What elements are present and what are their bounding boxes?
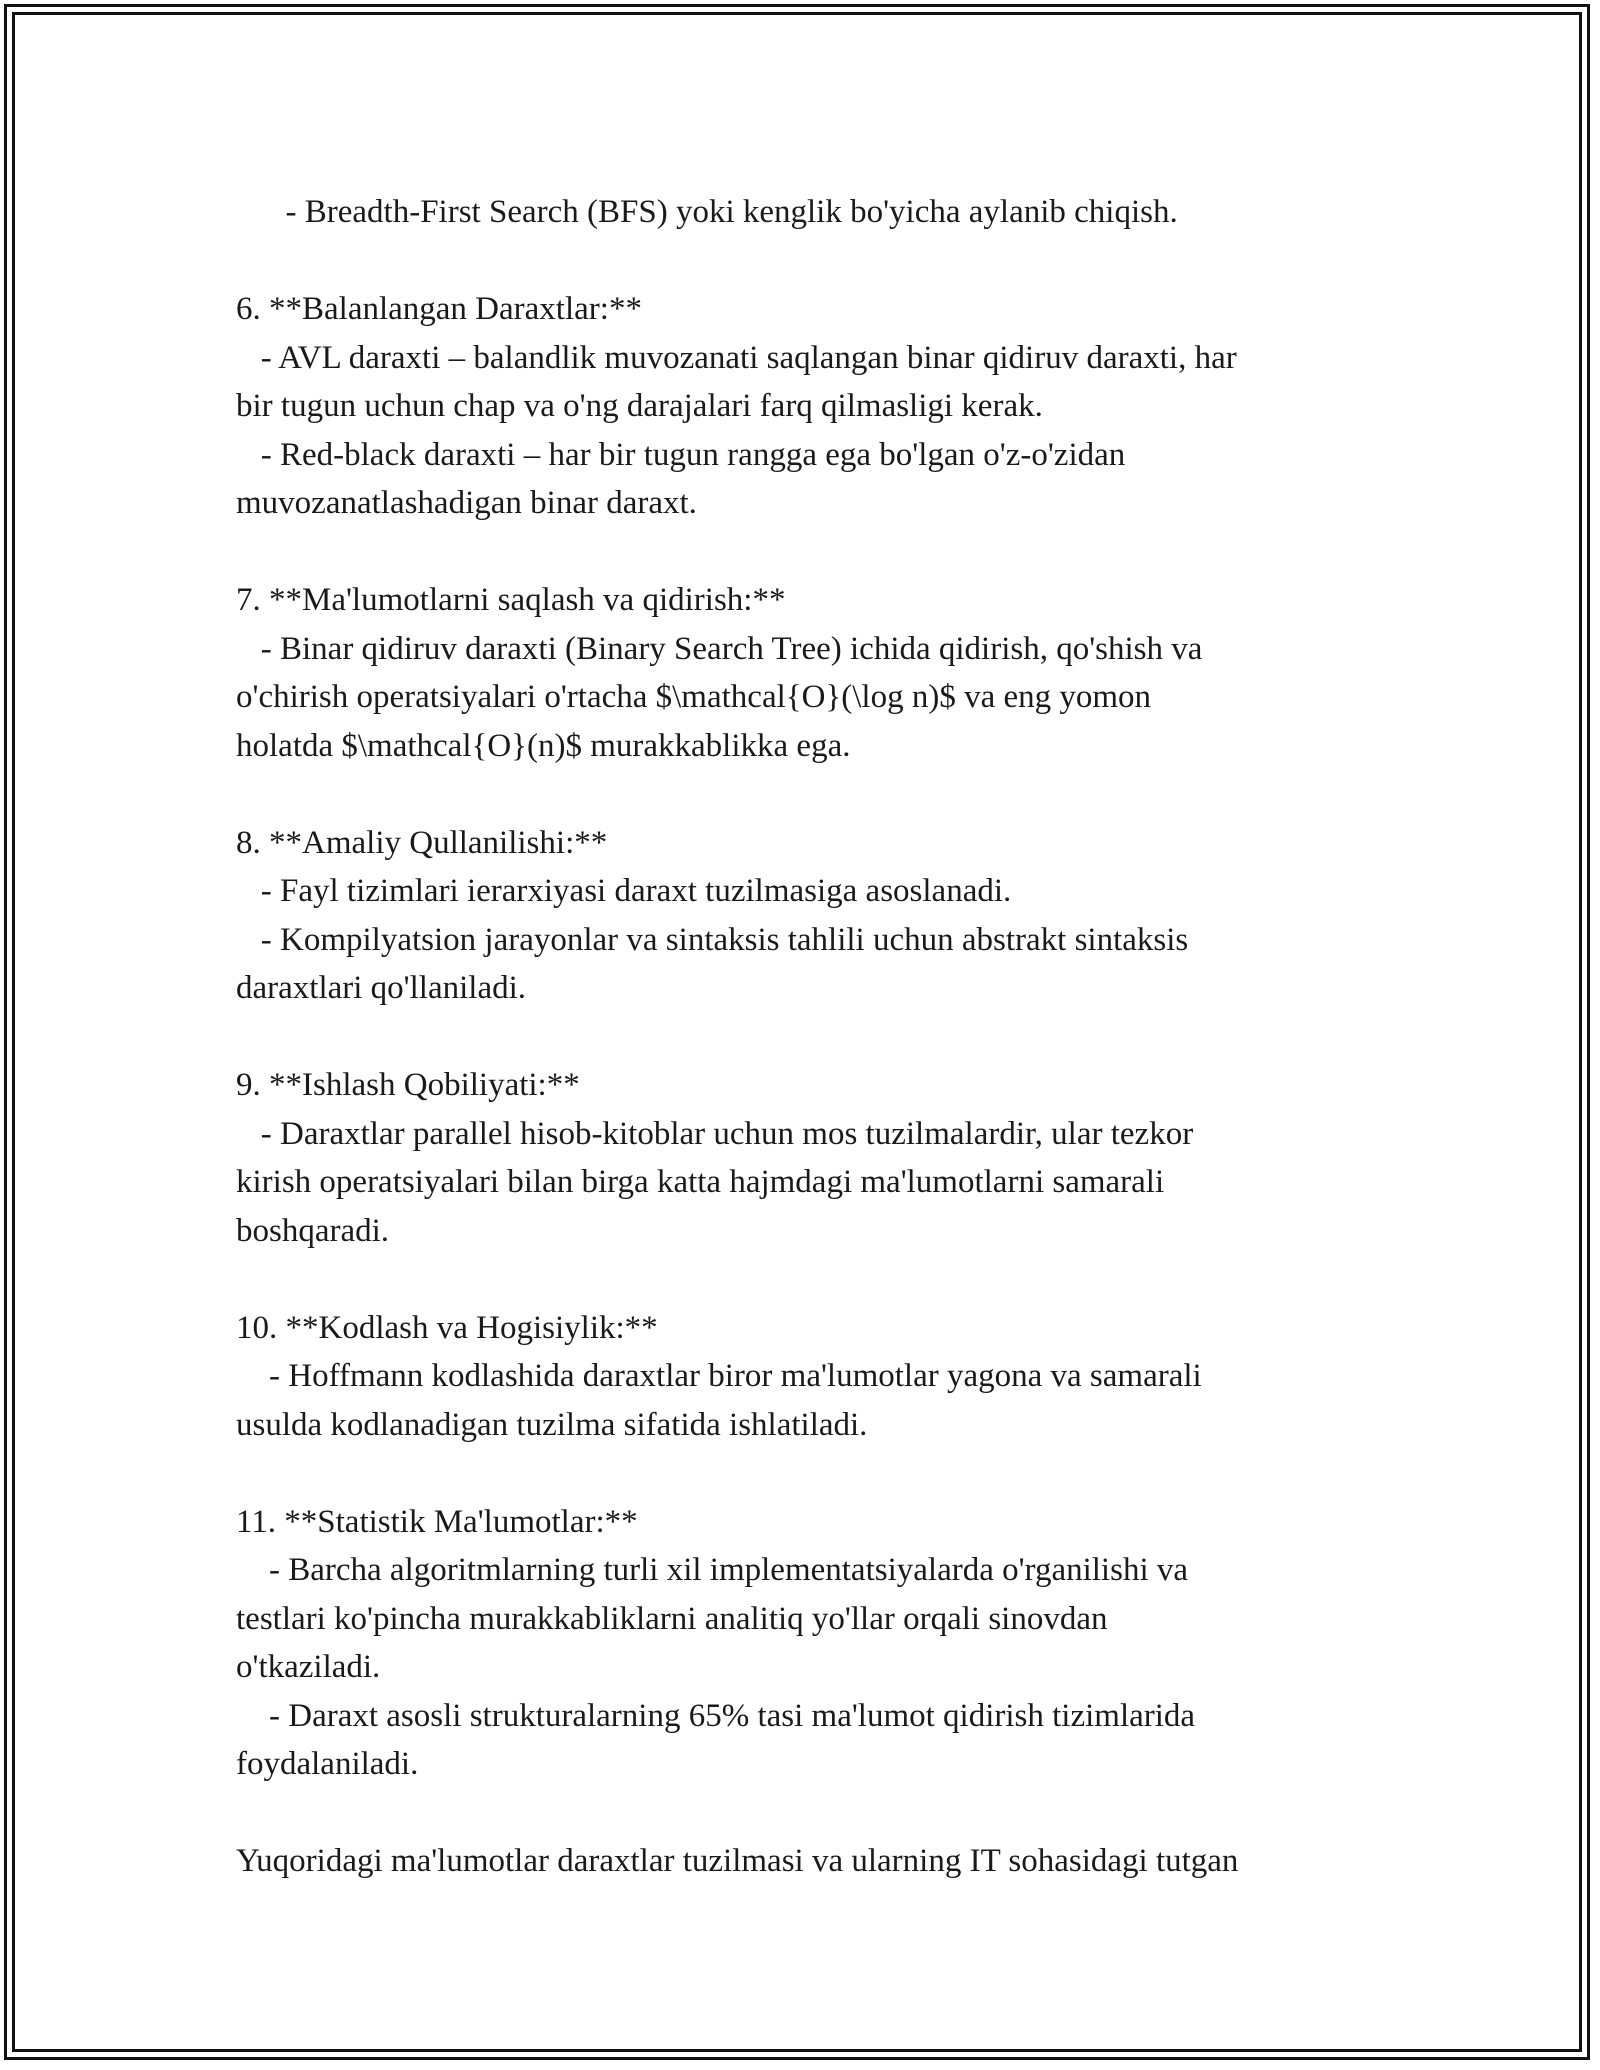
section-10-text: usulda kodlanadigan tuzilma sifatida ishlatiladi. <box>236 1406 868 1443</box>
section-11-text: - Daraxt asosli strukturalarning 65% tasi ma'lumot qidirish tizimlarida <box>236 1697 1196 1734</box>
section-7-heading: 7. **Ma'lumotlarni saqlash va qidirish:** <box>236 582 786 618</box>
section-11-text: testlari ko'pincha murakkabliklarni analitiq yo'llar orqali sinovdan <box>236 1600 1108 1637</box>
section-6-text: - AVL daraxti – balandlik muvozanati saqlangan binar qidiruv daraxti, har <box>236 339 1237 376</box>
section-8-text: - Fayl tizimlari ierarxiyasi daraxt tuzilmasiga asoslanadi. <box>236 873 1012 909</box>
section-11-text: o'tkaziladi. <box>236 1649 381 1685</box>
spacer <box>236 770 1376 819</box>
section-8-heading: 8. **Amaliy Qullanilishi:** <box>236 824 608 861</box>
section-8-text: daraxtlari qo'llaniladi. <box>236 970 527 1006</box>
section-6-text: - Red-black daraxti – har bir tugun rangga ega bo'lgan o'z-o'zidan <box>236 436 1126 473</box>
section-9-text: kirish operatsiyalari bilan birga katta hajmdagi ma'lumotlarni samarali <box>236 1164 1165 1200</box>
spacer <box>236 237 1376 286</box>
section-7-text: o'chirish operatsiyalari o'rtacha $\mathcal{O}(\log n)$ va eng yomon <box>236 679 1152 715</box>
document-body <box>236 188 1376 1886</box>
section-7-text: - Binar qidiruv daraxti (Binary Search Tree) ichida qidirish, qo'shish va <box>236 630 1203 667</box>
section-11-text: foydalaniladi. <box>236 1746 419 1782</box>
spacer <box>236 1789 1376 1838</box>
section-6-text: muvozanatlashadigan binar daraxt. <box>236 485 697 521</box>
spacer <box>236 1013 1376 1062</box>
spacer <box>236 1449 1376 1498</box>
section-11-text: - Barcha algoritmlarning turli xil implementatsiyalarda o'rganilishi va <box>236 1552 1189 1588</box>
spacer <box>236 1255 1376 1304</box>
section-8-text: - Kompilyatsion jarayonlar va sintaksis tahlili uchun abstrakt sintaksis <box>236 921 1189 958</box>
section-10-text: - Hoffmann kodlashida daraxtlar biror ma'lumotlar yagona va samarali <box>236 1358 1202 1394</box>
closing-paragraph: Yuqoridagi ma'lumotlar daraxtlar tuzilmasi va ularning IT sohasidagi tutgan <box>236 1843 1239 1879</box>
section-9-text: boshqaradi. <box>236 1212 390 1249</box>
spacer <box>236 528 1376 577</box>
section-9-heading: 9. **Ishlash Qobiliyati:** <box>236 1067 580 1103</box>
section-6-text: bir tugun uchun chap va o'ng darajalari farq qilmasligi kerak. <box>236 388 1043 424</box>
section-11-heading: 11. **Statistik Ma'lumotlar:** <box>236 1503 638 1540</box>
section-7-text: holatda $\mathcal{O}(n)$ murakkablikka ega. <box>236 727 851 764</box>
section-10-heading: 10. **Kodlash va Hogisiylik:** <box>236 1309 658 1346</box>
section-9-text: - Daraxtlar parallel hisob-kitoblar uchun mos tuzilmalardir, ular tezkor <box>236 1115 1194 1152</box>
section-6-heading: 6. **Balanlangan Daraxtlar:** <box>236 291 642 327</box>
bfs-line: - Breadth-First Search (BFS) yoki kenglik bo'yicha aylanib chiqish. <box>236 194 1178 230</box>
